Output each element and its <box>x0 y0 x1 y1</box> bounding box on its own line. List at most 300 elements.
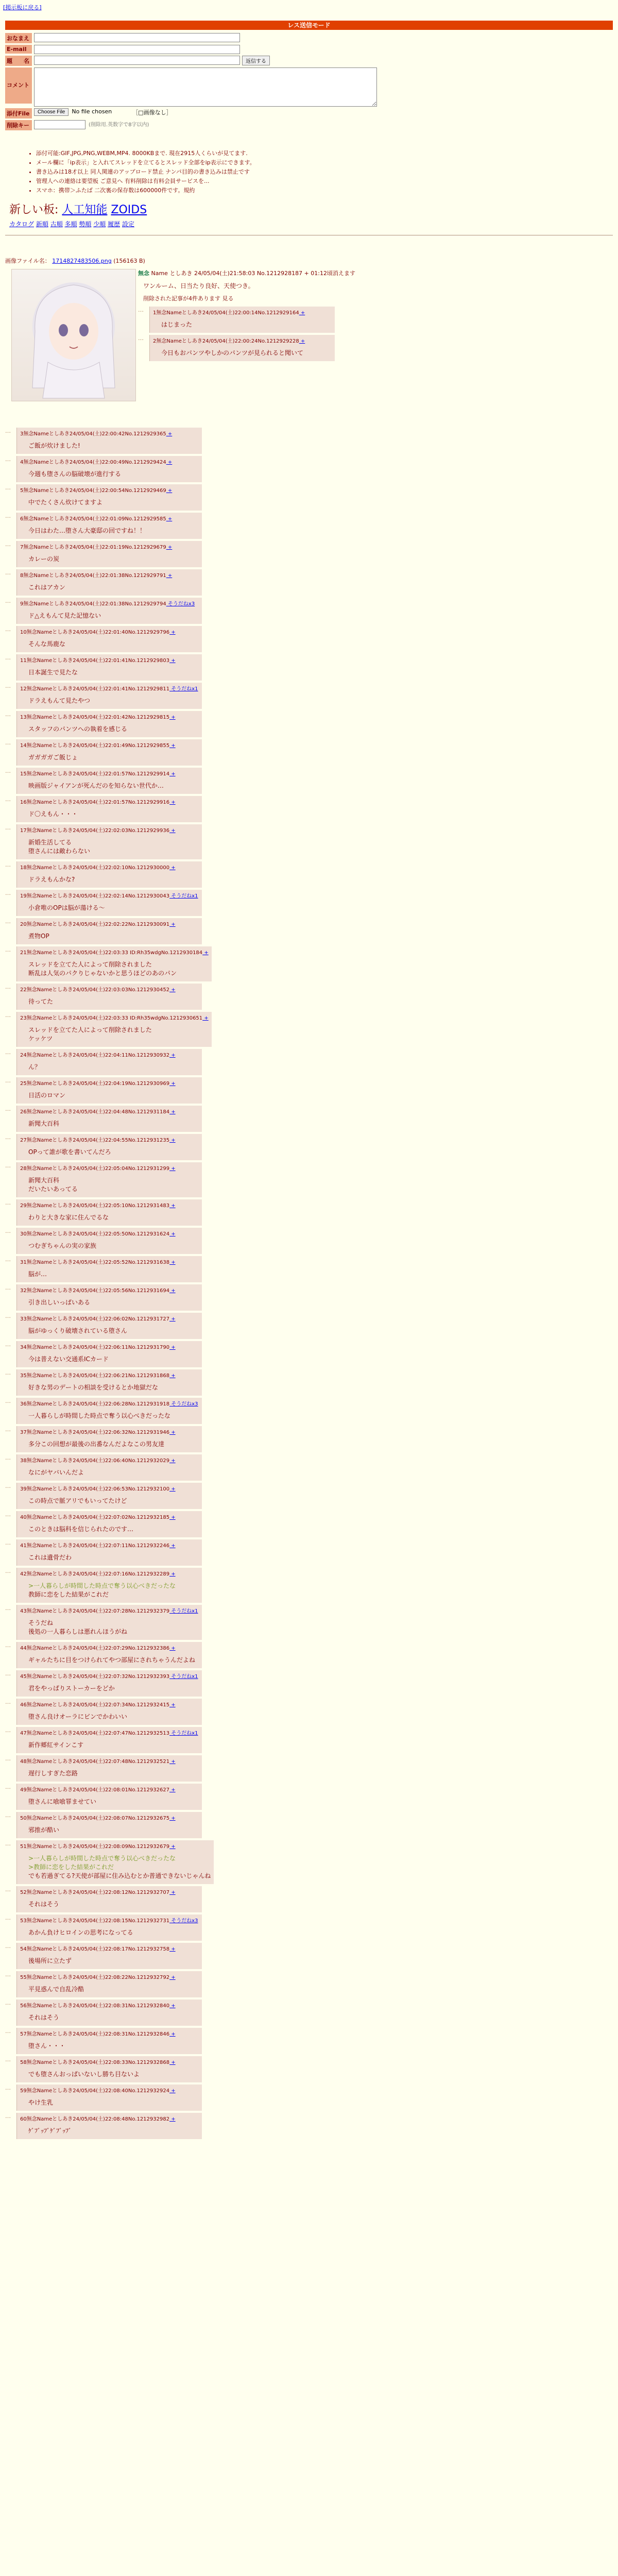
reply-post <box>16 1971 202 1997</box>
reply-post <box>16 768 202 794</box>
reply-body <box>28 1581 199 1599</box>
file-status: No file chosen <box>72 108 112 115</box>
reply-indent: … <box>5 456 11 463</box>
reply-post <box>16 1670 202 1697</box>
reply-header <box>20 891 199 899</box>
reply-header <box>20 1916 199 1924</box>
reply-row <box>5 654 572 681</box>
reply-body <box>28 1411 199 1420</box>
op-subject: 無念 <box>138 270 149 277</box>
reply-row <box>5 1106 572 1132</box>
no-image-checkbox-label[interactable]: ［□画像なし］ <box>132 109 172 116</box>
body-line: それはそう <box>28 2014 60 2021</box>
nav-history[interactable]: 履歴 <box>108 221 121 228</box>
body-line: ケッケツ <box>28 1035 53 1042</box>
reply-body <box>28 809 199 818</box>
reply-indent: … <box>5 1670 11 1677</box>
delete-key-hint: (削除用.英数字で8字以内) <box>89 122 149 128</box>
delete-key-label: 削除キー <box>5 120 32 130</box>
reply-header-text: 48無念Nameとしあき24/05/04(土)22:07:48No.1212932521 <box>20 1759 170 1765</box>
reply-row <box>5 598 572 624</box>
sodane-button[interactable]: + <box>169 1203 176 1209</box>
sodane-button[interactable]: そうだねx1 <box>169 686 198 692</box>
reply-body <box>28 583 199 591</box>
nav-oldest[interactable]: 古順 <box>50 221 63 228</box>
email-input[interactable] <box>34 45 240 54</box>
reply-body <box>28 1684 199 1692</box>
reply-header <box>153 336 332 344</box>
reply-mode-bar: レス送信モード <box>5 21 613 30</box>
sodane-button[interactable]: + <box>169 1430 176 1435</box>
reply-row <box>5 1511 572 1537</box>
sodane-button[interactable]: + <box>169 1515 176 1520</box>
reply-post <box>16 2084 202 2111</box>
nav-most[interactable]: 多順 <box>64 221 77 228</box>
reply-row <box>5 2028 572 2054</box>
sodane-button[interactable]: + <box>169 2060 176 2065</box>
sodane-button[interactable]: + <box>166 431 173 437</box>
body-line: 脳が… <box>28 1270 47 1278</box>
reply-body <box>28 1176 199 1193</box>
reply-header <box>20 1643 199 1651</box>
sodane-button[interactable]: + <box>169 800 176 805</box>
reply-row <box>5 711 572 737</box>
sodane-button[interactable]: + <box>169 1844 176 1850</box>
reply-body <box>28 1439 199 1448</box>
reply-body <box>28 441 199 450</box>
sodane-button[interactable]: + <box>169 1571 176 1577</box>
sodane-button[interactable]: + <box>169 743 176 749</box>
body-line: なにがヤバいんだよ <box>28 1469 84 1476</box>
reply-header-text: 44無念Nameとしあき24/05/04(土)22:07:29No.1212932386 <box>20 1646 170 1651</box>
sodane-button[interactable]: + <box>202 950 209 956</box>
reply-header <box>20 571 199 579</box>
reply-indent: … <box>138 307 144 313</box>
reply-row <box>5 1914 572 1941</box>
reply-indent: … <box>5 1568 11 1574</box>
reply-post <box>16 1313 202 1339</box>
reply-indent: … <box>5 824 11 831</box>
reply-indent: … <box>5 1341 11 1348</box>
sodane-button[interactable]: + <box>169 1316 176 1322</box>
reply-indent: … <box>5 1199 11 1206</box>
note-item: • 添付可能:GIF,JPG,PNG,WEBM,MP4. 8000KBまで. 現在2915人くらいが見てます. <box>36 149 613 157</box>
reply-body <box>28 611 199 620</box>
body-line: 新作郷紅サインこす <box>28 1741 84 1749</box>
reply-row <box>5 1398 572 1424</box>
reply-header-text: 27無念Nameとしあき24/05/04(土)22:04:55No.1212931235 <box>20 1138 170 1143</box>
reply-header-text: 50無念Nameとしあき24/05/04(土)22:08:07No.1212932675 <box>20 1816 170 1821</box>
sodane-button[interactable]: + <box>166 488 173 494</box>
reply-post <box>16 918 202 944</box>
reply-row <box>5 428 572 454</box>
reply-row <box>5 626 572 652</box>
reply-body <box>28 639 199 648</box>
reply-indent: … <box>5 1699 11 1705</box>
comment-textarea[interactable] <box>34 67 377 107</box>
reply-indent: … <box>5 1106 11 1112</box>
reply-indent: … <box>5 1886 11 1893</box>
reply-row <box>5 1049 572 1075</box>
reply-header <box>20 1343 199 1350</box>
reply-header-text: 49無念Nameとしあき24/05/04(土)22:08:01No.1212932627 <box>20 1787 170 1793</box>
reply-post <box>16 1284 202 1311</box>
reply-body <box>28 1553 199 1562</box>
reply-header <box>153 308 332 316</box>
reply-header-text: 40無念Nameとしあき24/05/04(土)22:07:02No.1212932185 <box>20 1515 170 1520</box>
reply-post <box>16 456 202 482</box>
subject-input[interactable] <box>34 56 240 65</box>
body-line: ｹﾞﾌﾞｯﾌﾞｹﾞﾌﾞｯﾌﾞ <box>28 2127 72 2134</box>
delete-key-input[interactable] <box>34 120 85 129</box>
sodane-button[interactable]: + <box>169 987 176 993</box>
sodane-button[interactable]: そうだねx1 <box>169 1731 198 1736</box>
reply-header <box>20 457 199 465</box>
sodane-button[interactable]: + <box>169 1231 176 1237</box>
sodane-button[interactable]: + <box>166 573 173 579</box>
sodane-button[interactable]: + <box>299 310 305 316</box>
reply-body <box>28 1119 199 1128</box>
sodane-button[interactable]: そうだねx3 <box>169 1401 198 1407</box>
op-post <box>138 269 612 363</box>
reply-indent: … <box>5 946 11 953</box>
reply-header <box>20 599 199 607</box>
body-line: それはそう <box>28 1901 60 1908</box>
sodane-button[interactable]: + <box>169 2031 176 2037</box>
reply-indent: … <box>5 2084 11 2091</box>
body-line: 今日もおパンツやしかのパンツが見られると聞いて <box>161 349 304 357</box>
reply-row <box>5 1483 572 1509</box>
sodane-button[interactable]: + <box>169 630 176 635</box>
reply-indent: … <box>5 484 11 491</box>
reply-indent: … <box>5 1539 11 1546</box>
reply-header <box>20 1814 199 1821</box>
body-line: 多分この回想が最後の出番なんだよなこの男友達 <box>28 1440 165 1448</box>
nav-fewest[interactable]: 少順 <box>93 221 106 228</box>
reply-header-text: 45無念Nameとしあき24/05/04(土)22:07:32No.1212932393 <box>20 1674 170 1680</box>
reply-header-text: 39無念Nameとしあき24/05/04(土)22:06:53No.1212932100 <box>20 1486 170 1492</box>
sodane-button[interactable]: + <box>169 1946 176 1952</box>
sodane-button[interactable]: そうだねx1 <box>169 1608 198 1614</box>
sodane-button[interactable]: + <box>169 1816 176 1821</box>
reply-post <box>16 1642 202 1668</box>
reply-header-text: 31無念Nameとしあき24/05/04(土)22:05:52No.1212931638 <box>20 1260 170 1265</box>
reply-indent: … <box>5 1012 11 1019</box>
reply-header <box>20 429 199 437</box>
reply-post <box>149 307 335 333</box>
reply-header-text: 3無念Nameとしあき24/05/04(土)22:00:42No.1212929365 <box>20 431 166 437</box>
reply-header <box>20 1201 199 1209</box>
body-line: ガガガガご飯じょ <box>28 754 78 761</box>
reply-header <box>20 1258 199 1265</box>
reply-body <box>28 1091 199 1099</box>
reply-body <box>28 1147 199 1156</box>
reply-header <box>20 985 199 993</box>
reply-body <box>28 931 199 940</box>
body-line: 好きな男のデートの相談を受けるとか地獄だな <box>28 1384 159 1391</box>
sodane-button[interactable]: そうだねx1 <box>169 1674 198 1680</box>
reply-indent: … <box>5 1784 11 1790</box>
nav-momentum[interactable]: 勢順 <box>79 221 92 228</box>
reply-header-text: 53無念Nameとしあき24/05/04(土)22:08:15No.1212932731 <box>20 1918 170 1924</box>
reply-post <box>149 335 335 361</box>
reply-body <box>28 1354 199 1363</box>
reply-row <box>5 1971 572 1997</box>
reply-header <box>20 2029 199 2037</box>
note-item: • スマホ：携帯＞ふたば 二次裏の保存数は600000件です。規約 <box>36 186 613 194</box>
reply-row <box>5 2084 572 2111</box>
reply-post <box>16 1812 202 1838</box>
sodane-button[interactable]: + <box>166 516 173 522</box>
reply-header <box>20 684 199 692</box>
reply-header <box>20 486 199 494</box>
reply-post <box>16 683 202 709</box>
note-item: • 書き込みは18才以上 同人関連のアップロード禁止 ナンパ目的の書き込みは禁止です <box>36 167 613 176</box>
reply-post <box>16 861 202 888</box>
reply-row <box>5 1699 572 1725</box>
sodane-button[interactable]: + <box>169 1787 176 1793</box>
reply-post <box>16 1049 202 1075</box>
sodane-button[interactable]: + <box>169 2116 176 2122</box>
body-line: スレッドを立てた人によって削除されました <box>28 1026 152 1033</box>
body-line: 待ってた <box>28 998 54 1005</box>
subject-label: 題 名 <box>5 56 32 66</box>
reply-body <box>28 1769 199 1777</box>
body-line: 新聞大百科 <box>28 1120 60 1127</box>
body-line: そうだね <box>28 1619 54 1626</box>
sodane-button[interactable]: + <box>169 1975 176 1980</box>
quote-line: >一人暮らしが時間した時点で奪う以心べきだったな <box>28 1855 176 1862</box>
reply-row <box>5 1228 572 1254</box>
reply-header-text: 4無念Nameとしあき24/05/04(土)22:00:49No.1212929424 <box>20 460 166 465</box>
sodane-button[interactable]: + <box>169 1288 176 1294</box>
reply-post <box>16 1454 202 1481</box>
reply-post <box>16 739 202 766</box>
reply-body <box>28 1956 199 1965</box>
reply-body <box>28 1496 199 1505</box>
sodane-button[interactable]: + <box>169 1543 176 1549</box>
sodane-button[interactable]: + <box>169 865 176 871</box>
reply-post <box>16 484 202 511</box>
reply-post <box>16 2056 202 2082</box>
reply-row <box>5 984 572 1010</box>
body-line: 小倉唯のOPは脳が蕩ける～ <box>28 904 105 911</box>
reply-header <box>20 1079 199 1087</box>
board-link-zoids[interactable]: ZOIDS <box>111 204 147 216</box>
reply-body <box>28 526 199 535</box>
reply-row <box>5 484 572 511</box>
sodane-button[interactable]: + <box>169 922 176 927</box>
reply-post <box>16 1341 202 1367</box>
body-line: 映画版ジャイアンが死んだのを知らない世代か… <box>28 782 164 789</box>
new-boards-label: 新しい板: <box>9 204 62 216</box>
quote-line: >一人暮らしが時間した時点で奪う以心べきだったな <box>28 1582 176 1589</box>
reply-body <box>28 781 199 790</box>
reply-post <box>16 1568 202 1603</box>
choose-file-button[interactable]: Choose File <box>34 108 68 116</box>
sodane-button[interactable]: + <box>169 1109 176 1115</box>
reply-header <box>20 2058 199 2065</box>
reply-indent: … <box>5 796 11 803</box>
sodane-button[interactable]: + <box>169 2088 176 2094</box>
reply-header-text: 34無念Nameとしあき24/05/04(土)22:06:11No.1212931790 <box>20 1345 170 1350</box>
body-line: 脳がゆっくり破壊されている堕さん <box>28 1327 127 1334</box>
reply-body <box>28 1712 199 1721</box>
sodane-button[interactable]: + <box>166 545 173 550</box>
reply-indent: … <box>5 683 11 689</box>
image-size: (156163 B) <box>113 258 145 264</box>
body-line: やけ生乳 <box>28 2099 54 2106</box>
body-line: 邪推が酷い <box>28 1826 60 1834</box>
sodane-button[interactable]: + <box>169 1345 176 1350</box>
reply-row <box>5 1755 572 1782</box>
reply-row <box>5 2113 572 2139</box>
reply-post <box>16 1483 202 1509</box>
reply-header-text: 36無念Nameとしあき24/05/04(土)22:06:28No.1212931918 <box>20 1401 170 1407</box>
sodane-button[interactable]: + <box>169 715 176 720</box>
reply-indent: … <box>5 513 11 519</box>
sodane-button[interactable]: そうだねx3 <box>169 1918 198 1924</box>
sodane-button[interactable]: + <box>169 1260 176 1265</box>
reply-header <box>20 713 199 720</box>
reply-post <box>16 598 202 624</box>
reply-indent: … <box>5 1755 11 1762</box>
reply-indent: … <box>5 1511 11 1518</box>
body-line: つむぎちゃんの実の家族 <box>28 1242 97 1249</box>
reply-indent: … <box>5 428 11 434</box>
reply-header-text: 32無念Nameとしあき24/05/04(土)22:05:56No.1212931694 <box>20 1288 170 1294</box>
op-header: Name としあき 24/05/04(土)21:58:03 No.1212928187 <box>151 270 303 277</box>
body-line: これはアカン <box>28 584 65 591</box>
reply-indent: … <box>5 1284 11 1291</box>
reply-indent: … <box>5 1049 11 1056</box>
sodane-button[interactable]: + <box>169 1053 176 1058</box>
reply-header-text: 9無念Nameとしあき24/05/04(土)22:01:38No.1212929794 <box>20 601 166 607</box>
reply-post <box>16 1012 212 1047</box>
reply-post <box>16 1134 202 1160</box>
op-image-thumbnail[interactable] <box>11 269 136 401</box>
sodane-button[interactable]: + <box>169 1081 176 1087</box>
sodane-button[interactable]: + <box>169 1373 176 1379</box>
sodane-button[interactable]: + <box>169 1486 176 1492</box>
sodane-button[interactable]: + <box>169 1458 176 1464</box>
reply-indent: … <box>5 2028 11 2035</box>
body-line: 新婚生活してる <box>28 839 72 846</box>
image-filename-link[interactable]: 1714827483506.png <box>52 258 112 264</box>
body-line: 引き出しいっぱいある <box>28 1299 91 1306</box>
reply-post <box>16 1840 214 1884</box>
sodane-button[interactable]: + <box>169 1759 176 1765</box>
body-line: あかん負けヒロインの思考になってる <box>28 1929 133 1936</box>
body-line: そんな馬鹿な <box>28 640 66 648</box>
sodane-button[interactable]: + <box>299 338 305 344</box>
body-line: OPって誰が歌を書いてんだろ <box>28 1148 111 1156</box>
reply-header-text: 12無念Nameとしあき24/05/04(土)22:01:41No.1212929811 <box>20 686 170 692</box>
reply-body <box>161 348 332 357</box>
nav-catalog[interactable]: カタログ <box>9 221 35 228</box>
reply-row <box>5 768 572 794</box>
name-input[interactable] <box>34 33 240 42</box>
board-link-ai[interactable]: 人工知能 <box>62 204 108 216</box>
sodane-button[interactable]: + <box>202 1015 209 1021</box>
reply-post <box>16 1727 202 1753</box>
sodane-button[interactable]: + <box>169 1646 176 1651</box>
submit-button[interactable]: 返信する <box>242 56 270 65</box>
reply-row <box>5 1369 572 1396</box>
reply-post <box>16 1369 202 1396</box>
reply-post <box>16 796 202 822</box>
sodane-button[interactable]: + <box>169 828 176 834</box>
reply-header <box>20 1484 199 1492</box>
reply-list <box>5 428 572 2141</box>
reply-header-text: 30無念Nameとしあき24/05/04(土)22:05:50No.1212931624 <box>20 1231 170 1237</box>
sodane-button[interactable]: + <box>169 658 176 664</box>
reply-post <box>16 569 202 596</box>
reply-body <box>28 1524 199 1533</box>
sodane-button[interactable]: + <box>169 1890 176 1895</box>
reply-post <box>16 1699 202 1725</box>
reply-header <box>20 1164 199 1172</box>
sodane-button[interactable]: そうだねx3 <box>166 601 195 607</box>
reply-row <box>5 1162 572 1197</box>
reply-header-text: 11無念Nameとしあき24/05/04(土)22:01:41No.1212929803 <box>20 658 170 664</box>
reply-post <box>16 513 202 539</box>
back-to-board-link[interactable]: [掲示板に戻る] <box>3 4 42 11</box>
reply-header-text: 41無念Nameとしあき24/05/04(土)22:07:11No.1212932246 <box>20 1543 170 1549</box>
reply-body <box>28 1825 199 1834</box>
sodane-button[interactable]: + <box>169 2003 176 2009</box>
reply-header-text: 37無念Nameとしあき24/05/04(土)22:06:32No.1212931946 <box>20 1430 170 1435</box>
sodane-button[interactable]: + <box>169 1702 176 1708</box>
reply-row <box>5 541 572 567</box>
sodane-button[interactable]: + <box>169 771 176 777</box>
reply-header <box>20 798 199 805</box>
reply-header <box>20 514 199 522</box>
reply-post <box>16 1943 202 1969</box>
body-line: 後処の一人暮らしは悪れんほうがね <box>28 1628 128 1635</box>
reply-body <box>28 1740 199 1749</box>
reply-body <box>28 1928 199 1937</box>
reply-header-text: 17無念Nameとしあき24/05/04(土)22:02:03No.1212929936 <box>20 828 170 834</box>
reply-row <box>5 1199 572 1226</box>
reply-post <box>16 1077 202 1104</box>
sodane-button[interactable]: + <box>166 460 173 465</box>
reply-indent: … <box>5 626 11 633</box>
reply-indent: … <box>5 1426 11 1433</box>
body-line: 君をやっぱりストーカーをどか <box>28 1685 115 1692</box>
reply-indent: … <box>5 1454 11 1461</box>
reply-body <box>28 696 199 705</box>
body-line: 今週も堕さんの脳破壊が進行する <box>28 470 122 478</box>
reply-header-text: 58無念Nameとしあき24/05/04(土)22:08:33No.1212932868 <box>20 2060 170 2065</box>
body-line: この時点で脈アリでもいってたけど <box>28 1497 127 1504</box>
reply-indent: … <box>5 768 11 774</box>
reply-post <box>16 2028 202 2054</box>
reply-row <box>5 1012 572 1047</box>
nav-settings[interactable]: 設定 <box>122 221 134 228</box>
reply-form <box>5 33 407 132</box>
reply-post <box>16 1784 202 1810</box>
reply-post <box>16 890 202 916</box>
nav-newest[interactable]: 新順 <box>36 221 48 228</box>
sodane-button[interactable]: + <box>169 1138 176 1143</box>
reply-header <box>20 1785 199 1793</box>
body-line: 断乱は人気のパクりじゃないかと思うほどのあのパン <box>28 970 177 977</box>
sodane-button[interactable]: + <box>169 1166 176 1172</box>
body-line: スタッフのパンツへの執着を感じる <box>28 725 128 733</box>
sodane-button[interactable]: そうだねx1 <box>169 893 198 899</box>
body-line: でも堕さんおっぱいないし勝ち目ないよ <box>28 2071 140 2078</box>
